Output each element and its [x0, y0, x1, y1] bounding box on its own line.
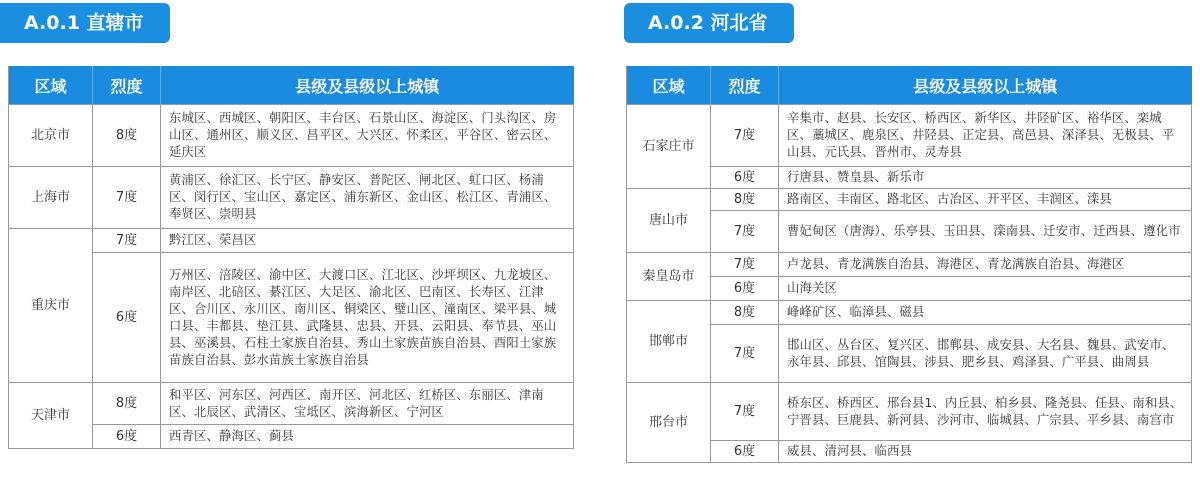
region-cell: 邯郸市: [627, 301, 711, 383]
degree-cell: 7度: [711, 383, 779, 441]
table-row: [9, 167, 574, 229]
degree-cell: 6度: [93, 425, 161, 449]
table-row: [627, 105, 1192, 167]
header-degree: 烈度: [711, 66, 779, 105]
degree-cell: 7度: [93, 229, 161, 253]
degree-cell: 7度: [711, 211, 779, 253]
degree-cell: 8度: [93, 383, 161, 425]
header-region: 区域: [627, 66, 711, 105]
region-cell: 北京市: [9, 105, 93, 167]
table-row: [627, 277, 1192, 301]
region-cell: 邢台市: [627, 383, 711, 463]
header-towns: 县级及县级以上城镇: [161, 66, 574, 105]
degree-cell: 7度: [711, 253, 779, 277]
left-intensity-table: [8, 66, 574, 449]
table-row: [627, 167, 1192, 189]
header-towns: 县级及县级以上城镇: [779, 66, 1192, 105]
degree-cell: 8度: [711, 189, 779, 211]
table-row: [9, 253, 574, 383]
table-row: [9, 425, 574, 449]
header-degree: 烈度: [93, 66, 161, 105]
region-cell: 唐山市: [627, 189, 711, 253]
region-cell: 石家庄市: [627, 105, 711, 189]
right-intensity-table: [626, 66, 1192, 463]
degree-cell: 7度: [93, 167, 161, 229]
degree-cell: 7度: [711, 105, 779, 167]
region-cell: 天津市: [9, 383, 93, 449]
towns-cell: 山海关区: [779, 277, 1192, 301]
table-row: [627, 441, 1192, 463]
degree-cell: 8度: [711, 301, 779, 325]
table-row: [627, 189, 1192, 211]
towns-cell: 威县、清河县、临西县: [779, 441, 1192, 463]
towns-cell: 卢龙县、青龙满族自治县、海港区、青龙满族自治县、海港区: [779, 253, 1192, 277]
table-row: [9, 229, 574, 253]
region-cell: 重庆市: [9, 229, 93, 383]
table-row: [9, 105, 574, 167]
section-title-left: A.0.1 直辖市: [0, 3, 170, 43]
degree-cell: 6度: [711, 441, 779, 463]
towns-cell: 邯山区、丛台区、复兴区、邯郸县、成安县、大名县、魏县、武安市、永年县、邱县、馆陶县、涉县、肥乡县、鸡泽县、广平县、曲周县: [779, 325, 1192, 383]
towns-cell: 黔江区、荣昌区: [161, 229, 574, 253]
region-cell: 上海市: [9, 167, 93, 229]
towns-cell: 东城区、西城区、朝阳区、丰台区、石景山区、海淀区、门头沟区、房山区、通州区、顺义区、昌平区、大兴区、怀柔区、平谷区、密云区、延庆区: [161, 105, 574, 167]
degree-cell: 7度: [711, 325, 779, 383]
degree-cell: 6度: [711, 277, 779, 301]
table-row: [9, 383, 574, 425]
towns-cell: 辛集市、赵县、长安区、桥西区、新华区、井陉矿区、裕华区、栾城区、藁城区、鹿泉区、井陉县、正定县、高邑县、深泽县、无极县、平山县、元氏县、晋州市、灵寿县: [779, 105, 1192, 167]
towns-cell: 桥东区、桥西区、邢台县1、内丘县、柏乡县、隆尧县、任县、南和县、宁晋县、巨鹿县、新河县、沙河市、临城县、广宗县、平乡县、南宫市: [779, 383, 1192, 441]
table-row: [627, 325, 1192, 383]
towns-cell: 和平区、河东区、河西区、南开区、河北区、红桥区、东丽区、津南区、北辰区、武清区、宝坻区、滨海新区、宁河区: [161, 383, 574, 425]
table-row: [627, 383, 1192, 441]
towns-cell: 万州区、涪陵区、渝中区、大渡口区、江北区、沙坪坝区、九龙坡区、南岸区、北碚区、綦江区、大足区、渝北区、巴南区、长寿区、江津区、合川区、永川区、南川区、铜梁区、璧山区、潼南区、梁平县、城口县、丰都县、垫江县、武隆县、忠县、开县、云阳县、奉节县、巫山县、巫溪县、石柱土家族自治县、秀山土家族苗族自治县、酉阳土家族苗族自治县、彭水苗族土家族自治县: [161, 253, 574, 383]
degree-cell: 8度: [93, 105, 161, 167]
table-row: [627, 253, 1192, 277]
towns-cell: 黄浦区、徐汇区、长宁区、静安区、普陀区、闸北区、虹口区、杨浦区、闵行区、宝山区、嘉定区、浦东新区、金山区、松江区、青浦区、奉贤区、崇明县: [161, 167, 574, 229]
towns-cell: 行唐县、赞皇县、新乐市: [779, 167, 1192, 189]
towns-cell: 路南区、丰南区、路北区、古冶区、开平区、丰润区、滦县: [779, 189, 1192, 211]
towns-cell: 西青区、静海区、蓟县: [161, 425, 574, 449]
header-region: 区域: [9, 66, 93, 105]
degree-cell: 6度: [93, 253, 161, 383]
table-row: [627, 301, 1192, 325]
section-title-right: A.0.2 河北省: [624, 3, 794, 43]
region-cell: 秦皇岛市: [627, 253, 711, 301]
table-row: [627, 211, 1192, 253]
towns-cell: 峰峰矿区、临漳县、磁县: [779, 301, 1192, 325]
degree-cell: 6度: [711, 167, 779, 189]
towns-cell: 曹妃甸区（唐海）、乐亭县、玉田县、滦南县、迁安市、迁西县、遵化市: [779, 211, 1192, 253]
